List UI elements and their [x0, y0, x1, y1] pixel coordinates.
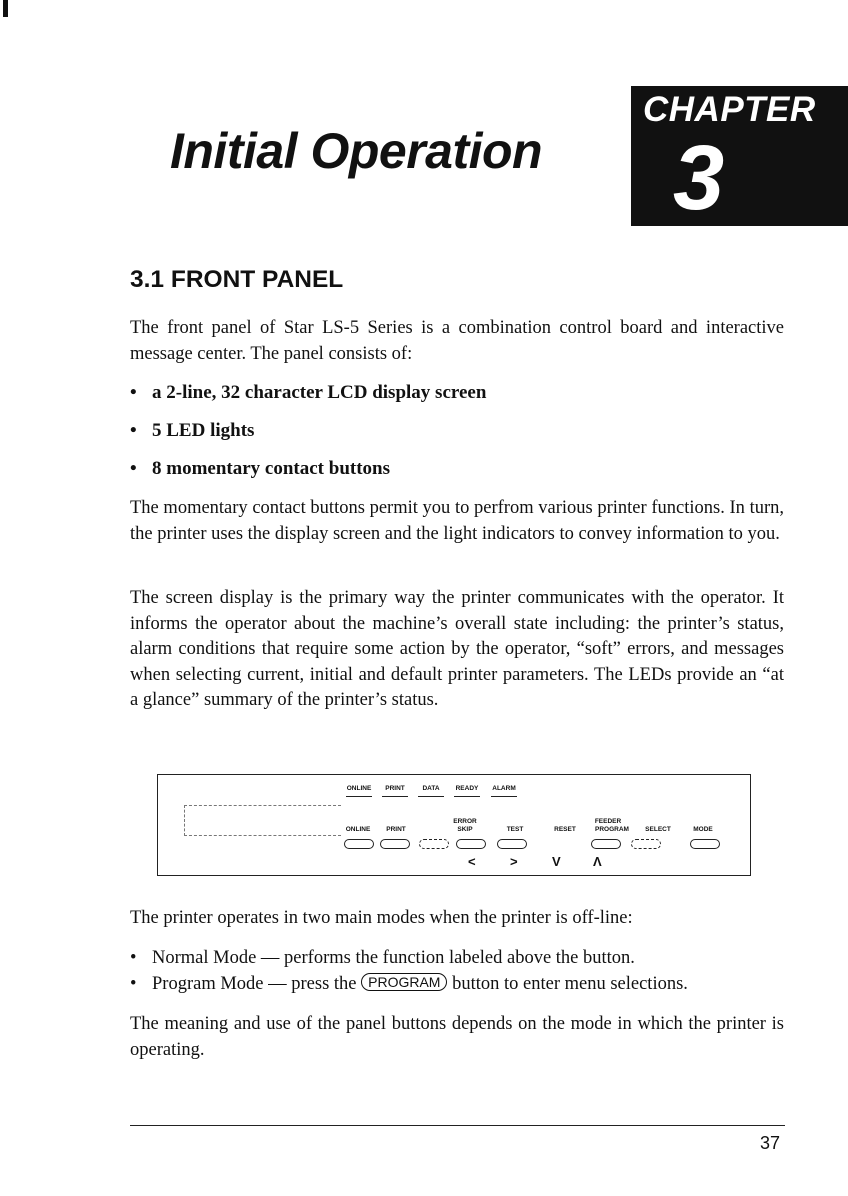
button-label-program: PROGRAM [595, 826, 629, 833]
print-button[interactable] [380, 839, 410, 849]
error-skip-button[interactable] [419, 839, 449, 849]
meaning-paragraph: The meaning and use of the panel buttons depends on the mode in which the printer is operating. [130, 1014, 784, 1060]
modes-paragraph: The printer operates in two main modes when the printer is off-line: [130, 908, 633, 928]
led-data [418, 796, 444, 800]
led-print [382, 796, 408, 800]
intro-paragraph: The front panel of Star LS-5 Series is a combination control board and interactive message center. The panel consists of: [130, 318, 784, 364]
bullet-icon: • [130, 458, 137, 479]
feature-text: a 2-line, 32 character LCD display screen [152, 382, 487, 403]
button-label-online: ONLINE [345, 826, 371, 833]
led-label-ready: READY [455, 785, 479, 792]
button-label-skip: SKIP [457, 826, 473, 833]
feature-text: 8 momentary contact buttons [152, 458, 391, 479]
page-number: 37 [760, 1133, 781, 1153]
chapter-number: 3 [673, 127, 725, 229]
feature-item-lcd [130, 380, 486, 405]
bullet-icon: • [130, 420, 137, 441]
front-panel-diagram [157, 774, 751, 876]
mode-button[interactable] [690, 839, 720, 849]
screen-paragraph: The screen display is the primary way the printer communicates with the operator. It informs the operator about the machine’s overall state including: the printer’s status, alarm conditions that require some action by the operator, “soft” errors, and messages when selecting current, initial and default printer parameters. The LEDs provide an “at a glance” summary of the printer’s status. [130, 588, 784, 710]
led-label-data: DATA [422, 785, 440, 792]
chapter-badge [631, 86, 848, 229]
lcd-display [184, 805, 341, 836]
led-label-alarm: ALARM [492, 785, 516, 792]
test-button[interactable] [456, 839, 486, 849]
section-heading: 3.1 FRONT PANEL [130, 266, 344, 293]
led-alarm [491, 796, 517, 800]
arrow-up-icon: Λ [593, 854, 602, 869]
button-label-print: PRINT [386, 826, 406, 833]
bullet-icon: • [130, 974, 137, 994]
bullet-icon: • [130, 948, 137, 968]
bullet-icon: • [130, 382, 137, 403]
mode-item-program [130, 972, 688, 997]
button-label-test: TEST [506, 826, 524, 833]
button-label-select: SELECT [645, 826, 671, 833]
feature-item-leds [130, 418, 254, 443]
chapter-title: Initial Operation [170, 123, 543, 179]
scan-edge-mark [3, 0, 8, 17]
program-button[interactable] [591, 839, 621, 849]
feature-text: 5 LED lights [152, 420, 255, 441]
led-label-print: PRINT [385, 785, 405, 792]
arrow-left-icon: < [468, 854, 476, 869]
mode-text: Normal Mode — performs the function labeled above the button. [152, 948, 635, 968]
program-key-icon: PROGRAM [361, 973, 447, 991]
led-ready [454, 796, 480, 800]
feature-item-buttons [130, 456, 390, 481]
footer-rule [130, 1125, 785, 1126]
arrow-right-icon: > [510, 854, 518, 869]
led-online [346, 796, 372, 800]
button-label-feeder: FEEDER [594, 818, 622, 825]
reset-button[interactable] [497, 839, 527, 849]
feeder-select-button[interactable] [631, 839, 661, 849]
mode-text-before: Program Mode — press the [152, 974, 357, 994]
buttons-paragraph: The momentary contact buttons permit you to perfrom various printer functions. In turn, the printer uses the display screen and the light indicators to convey information to you. [130, 498, 784, 544]
button-label-error: ERROR [453, 818, 477, 825]
button-label-reset: RESET [554, 826, 576, 833]
chapter-label: CHAPTER [643, 90, 816, 129]
arrow-down-icon: V [552, 854, 561, 869]
button-label-mode: MODE [693, 826, 713, 833]
mode-text-after: button to enter menu selections. [452, 974, 688, 994]
led-label-online: ONLINE [346, 785, 372, 792]
mode-item-normal [130, 946, 635, 971]
online-button[interactable] [344, 839, 374, 849]
